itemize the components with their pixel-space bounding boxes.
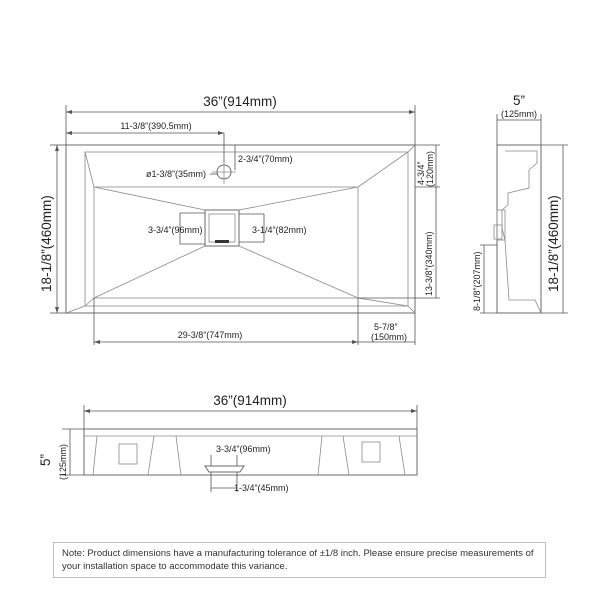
side-profile <box>497 145 541 313</box>
side-depth-label: 18-1/8”(460mm) <box>546 195 561 292</box>
hole-offset-label: 11-3/8”(390.5mm) <box>120 121 192 131</box>
hole-diameter-label: ø1-3/8”(35mm) <box>146 169 207 179</box>
tolerance-note: Note: Product dimensions have a manufacturing tolerance of ±1/8 inch. Please ensure precise measurements of your installation space to accommodate this variance. <box>53 542 546 578</box>
sink-inner-rim <box>85 152 408 306</box>
drain-depth-label: 3-1/4”(82mm) <box>252 225 307 235</box>
drain-slot <box>215 240 229 243</box>
side-height-mm-label: (125mm) <box>500 109 538 119</box>
side-drain-label: 8-1/8”(207mm) <box>472 251 482 311</box>
overall-depth-label: 18-1/8”(460mm) <box>39 195 54 292</box>
side-width-label: 5-7/8” <box>374 322 398 332</box>
front-drain-width-label: 3-3/4”(96mm) <box>216 444 271 454</box>
basin-width-label: 29-3/8”(747mm) <box>177 330 243 340</box>
basin-depth-label: 13-3/8”(340mm) <box>424 231 434 296</box>
drain-width-label: 3-3/4”(96mm) <box>148 225 203 235</box>
front-height-mm-label: (125mm) <box>58 443 68 480</box>
overall-width-label: 36”(914mm) <box>203 94 277 109</box>
sink-outline-top <box>66 145 415 313</box>
top-view <box>39 94 440 345</box>
deck-depth-label: 4-3/4” <box>416 161 426 185</box>
front-drain <box>205 466 244 472</box>
side-view <box>472 93 568 313</box>
front-height-label: 5” <box>38 453 53 466</box>
hole-from-back-label: 2-3/4”(70mm) <box>238 154 293 164</box>
front-view <box>38 393 417 493</box>
side-height-label: 5” <box>512 93 526 108</box>
front-width-label: 36”(914mm) <box>213 393 287 408</box>
front-drain-height-label: 1-3/4”(45mm) <box>234 483 289 493</box>
deck-depth-mm-label: (120mm) <box>425 150 435 187</box>
side-width-mm-label: (150mm) <box>371 332 408 342</box>
